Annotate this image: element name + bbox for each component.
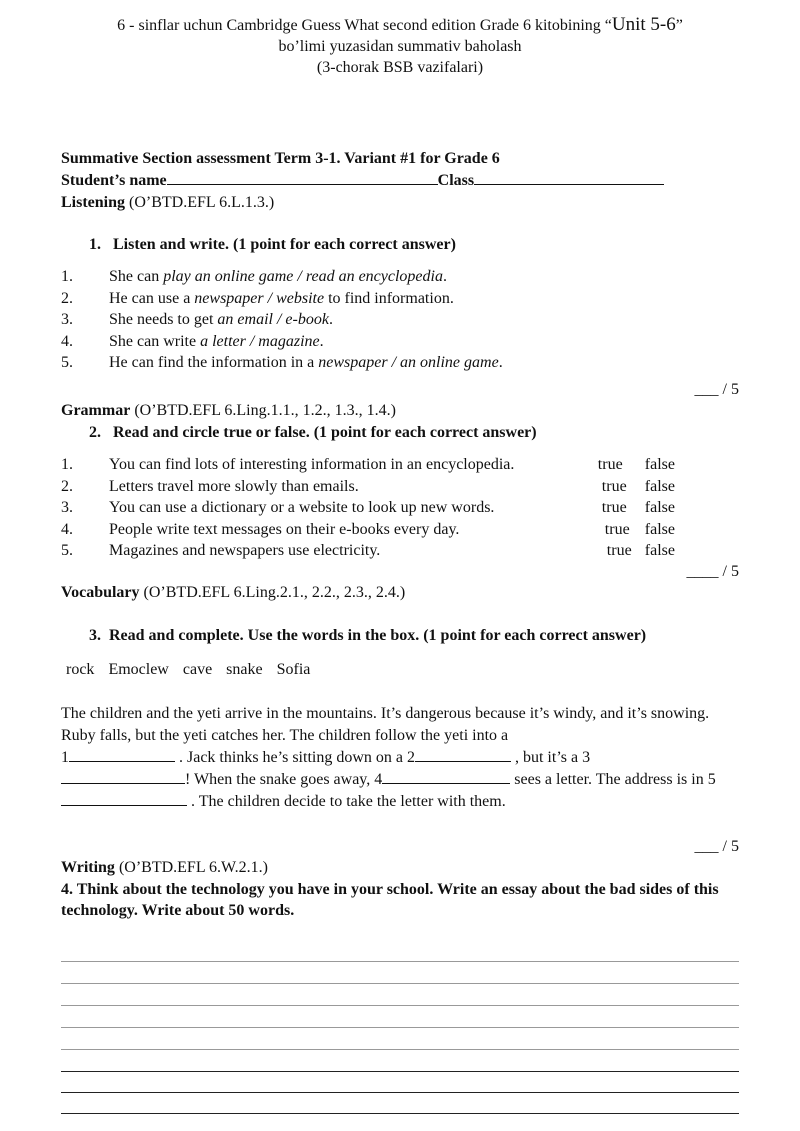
word-snake: snake [226, 660, 263, 678]
vocabulary-heading: Vocabulary (O’BTD.EFL 6.Ling.2.1., 2.2., 2.3., 2.4.) [61, 583, 406, 601]
writing-line[interactable] [61, 983, 739, 984]
false-option[interactable]: false [644, 520, 675, 538]
grammar-heading: Grammar (O’BTD.EFL 6.Ling.1.1., 1.2., 1.3., 1.4.) [61, 401, 396, 419]
writing-line[interactable] [61, 1113, 739, 1114]
list-item: 5. He can find the information in a newspaper / an online game. [61, 354, 503, 372]
list-item: 4. She can write a letter / magazine. [61, 332, 324, 350]
writing-line[interactable] [61, 1027, 739, 1028]
assessment-title: Summative Section assessment Term 3-1. Variant #1 for Grade 6 [61, 150, 500, 167]
list-item: 3. She needs to get an email / e-book. [61, 311, 333, 329]
writing-line[interactable] [61, 1005, 739, 1006]
false-option[interactable]: false [644, 477, 675, 495]
unit-label: Unit 5-6 [611, 14, 676, 35]
blank-2[interactable] [415, 747, 511, 762]
word-emoclew: Emoclew [108, 660, 169, 678]
writing-heading: Writing (O’BTD.EFL 6.W.2.1.) [61, 858, 268, 876]
student-name-field[interactable] [167, 170, 438, 185]
blank-5[interactable] [61, 791, 187, 806]
writing-line[interactable] [61, 961, 739, 962]
blank-1[interactable] [69, 747, 175, 762]
list-item: 1. She can play an online game / read an encyclopedia. [61, 268, 447, 285]
true-option[interactable]: true [597, 455, 623, 473]
word-box [66, 659, 739, 681]
class-label: Class [437, 172, 475, 189]
task-2-instruction: 2. Read and circle true or false. (1 point for each correct answer) [89, 423, 537, 441]
true-option[interactable]: true [604, 520, 630, 538]
document-header [61, 14, 739, 78]
writing-line[interactable] [61, 1049, 739, 1050]
false-option[interactable]: false [644, 455, 675, 473]
true-option[interactable]: true [601, 477, 627, 495]
blank-4[interactable] [382, 769, 510, 784]
list-item: 3. You can use a dictionary or a website to look up new words. true false [61, 497, 739, 519]
list-item: 2. Letters travel more slowly than emails. true false [61, 476, 739, 498]
list-item: 1. You can find lots of interesting information in an encyclopedia. true false [61, 454, 739, 476]
list-item: 4. People write text messages on their e-books every day. true false [61, 519, 739, 541]
worksheet [61, 14, 739, 921]
writing-line[interactable] [61, 1092, 739, 1093]
story-paragraph: The children and the yeti arrive in the mountains. It’s dangerous because it’s windy, and it’s snowing. Ruby falls, but the yeti catches her. The children follow the yeti into a 1 . Jack thinks he’s sitting down on a 2 , but it’s a 3 ! When the snake goes away, 4 sees a letter. The address is in 5 . The children decide to take the letter with them. [61, 704, 716, 810]
false-option[interactable]: false [644, 499, 675, 517]
listening-score: ___ / 5 [694, 380, 739, 398]
list-item: 2. He can use a newspaper / website to find information. [61, 289, 454, 307]
grammar-items [61, 454, 739, 562]
task-1-instruction: 1. Listen and write. (1 point for each correct answer) [89, 236, 456, 253]
listening-items [61, 266, 739, 374]
grammar-score: ____ / 5 [686, 562, 739, 580]
true-option[interactable]: true [601, 499, 627, 517]
listening-heading: Listening (O’BTD.EFL 6.L.1.3.) [61, 194, 275, 211]
vocabulary-score: ___ / 5 [694, 837, 739, 855]
true-option[interactable]: true [606, 542, 632, 560]
student-name-label: Student’s name [61, 172, 167, 189]
class-field[interactable] [474, 170, 664, 185]
word-rock: rock [66, 660, 95, 678]
word-sofia: Sofia [276, 660, 311, 678]
header-line-1: 6 - sinflar uchun Cambridge Guess What second edition Grade 6 kitobining “Unit 5-6” [117, 14, 683, 35]
writing-line[interactable] [61, 1071, 739, 1072]
task-4-instruction: 4. Think about the technology you have in your school. Write an essay about the bad sides of this technology. Write about 50 words. [61, 880, 719, 919]
false-option[interactable]: false [644, 542, 675, 560]
header-line-2: bo’limi yuzasidan summativ baholash [278, 38, 522, 55]
word-cave: cave [182, 660, 213, 678]
task-3-instruction: 3. Read and complete. Use the words in the box. (1 point for each correct answer) [89, 626, 647, 644]
list-item: 5. Magazines and newspapers use electricity. true false [61, 540, 739, 562]
blank-3[interactable] [61, 769, 185, 784]
header-line-3: (3-chorak BSB vazifalari) [316, 59, 484, 76]
student-info-line [61, 170, 739, 192]
